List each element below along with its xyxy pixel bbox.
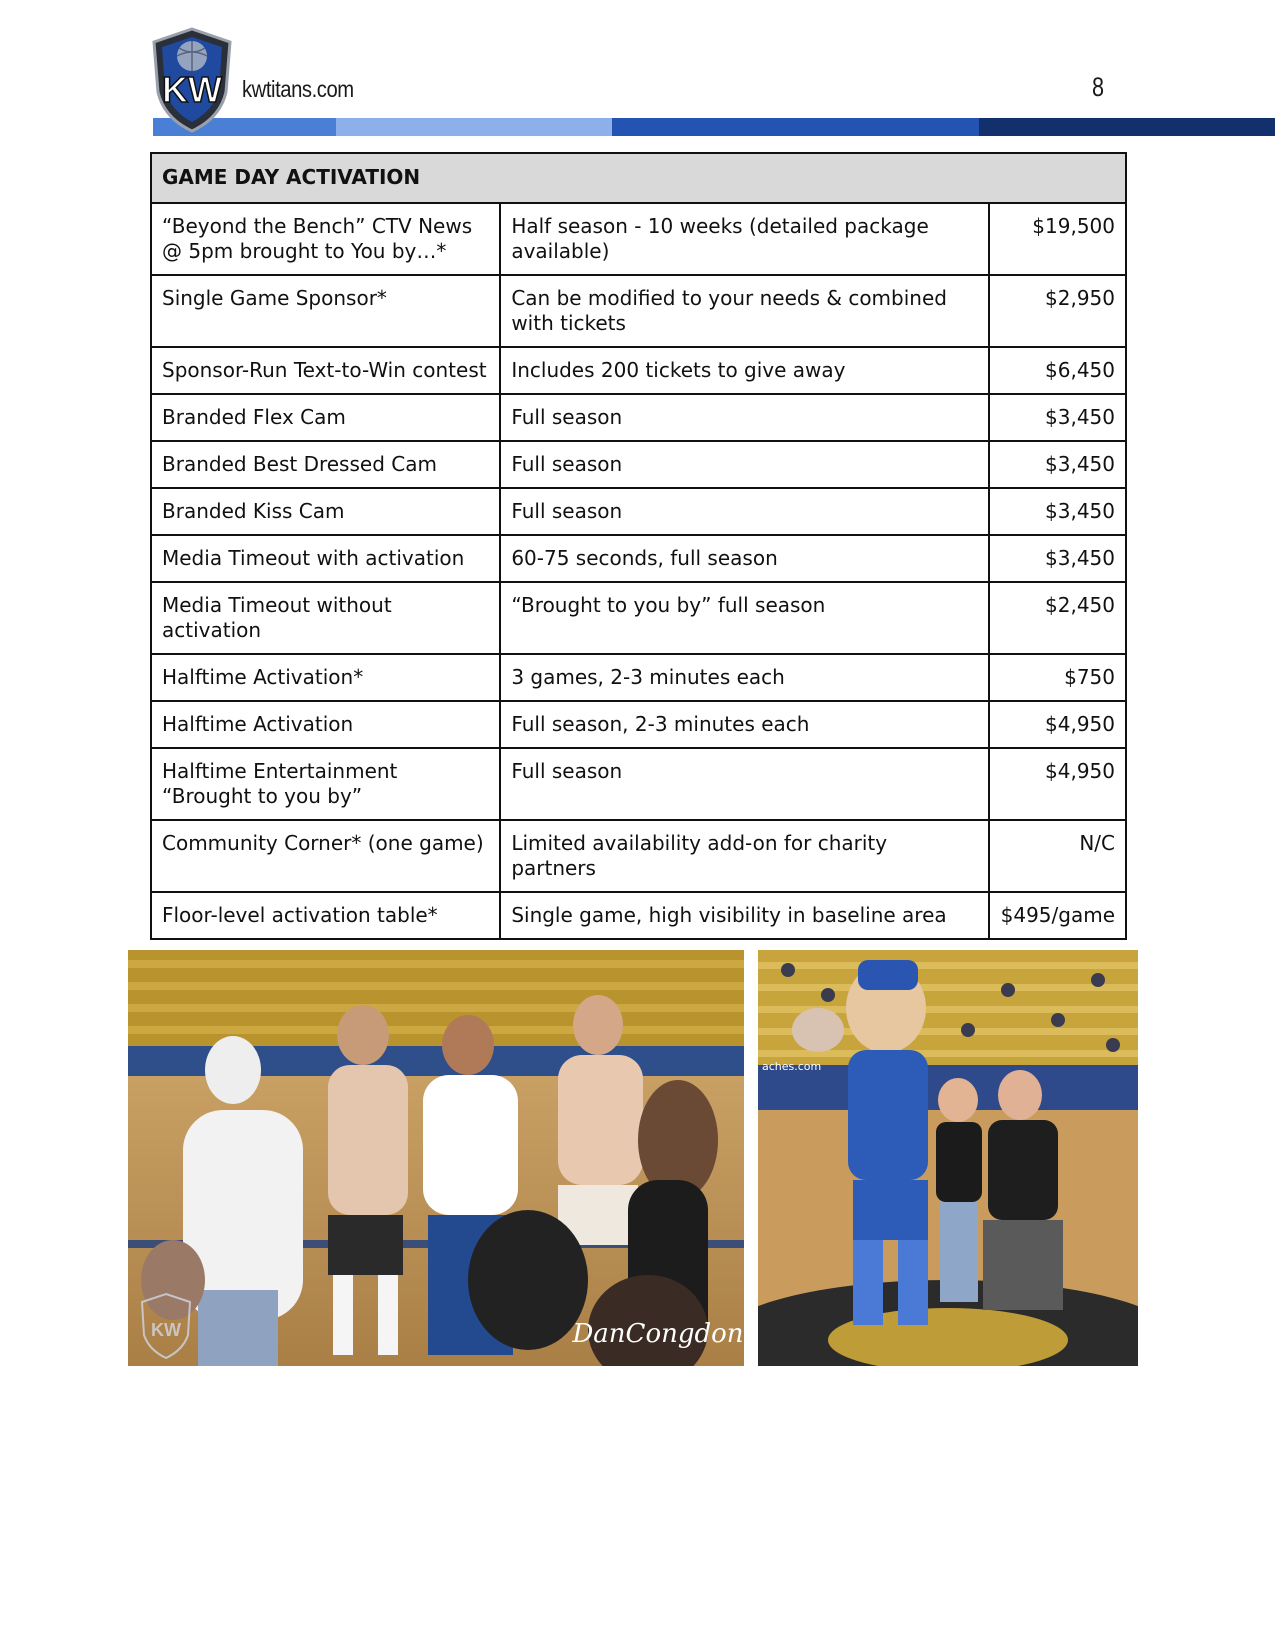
- row-details: 3 games, 2-3 minutes each: [500, 654, 989, 701]
- row-price: $2,450: [989, 582, 1126, 654]
- page-number: 8: [1092, 72, 1105, 102]
- game-day-activation-table: [150, 152, 1127, 940]
- row-details: Full season: [500, 394, 989, 441]
- svg-text:KW: KW: [162, 69, 222, 110]
- table-row: [151, 488, 1126, 535]
- row-details: Includes 200 tickets to give away: [500, 347, 989, 394]
- kw-titans-logo-icon: [150, 26, 234, 134]
- table-row: [151, 394, 1126, 441]
- row-details: “Brought to you by” full season: [500, 582, 989, 654]
- row-price: $6,450: [989, 347, 1126, 394]
- row-item: Floor-level activation table*: [151, 892, 500, 939]
- table-row: [151, 582, 1126, 654]
- mascot-photo: [758, 950, 1138, 1366]
- row-price: $750: [989, 654, 1126, 701]
- halftime-activation-photo: [128, 950, 744, 1366]
- row-price: $4,950: [989, 748, 1126, 820]
- row-item: “Beyond the Bench” CTV News @ 5pm brought to You by…*: [151, 203, 500, 275]
- header-bar-segment-4: [979, 118, 1275, 136]
- row-details: Can be modified to your needs & combined with tickets: [500, 275, 989, 347]
- row-price: $3,450: [989, 535, 1126, 582]
- row-item: Media Timeout with activation: [151, 535, 500, 582]
- table-row: [151, 347, 1126, 394]
- table-row: [151, 892, 1126, 939]
- header-bar-segment-3: [612, 118, 979, 136]
- row-details: 60-75 seconds, full season: [500, 535, 989, 582]
- row-item: Branded Flex Cam: [151, 394, 500, 441]
- arena-banner-text: aches.com: [762, 1060, 822, 1073]
- row-price: $3,450: [989, 441, 1126, 488]
- table-row: [151, 654, 1126, 701]
- row-price: $3,450: [989, 488, 1126, 535]
- row-details: Full season, 2-3 minutes each: [500, 701, 989, 748]
- table-title: GAME DAY ACTIVATION: [151, 153, 1126, 203]
- table-row: [151, 441, 1126, 488]
- row-item: Branded Best Dressed Cam: [151, 441, 500, 488]
- photographer-signature: DanCongdon: [572, 1319, 744, 1349]
- table-row: [151, 820, 1126, 892]
- header-bar-segment-2: [336, 118, 612, 136]
- table-row: [151, 535, 1126, 582]
- row-item: Halftime Entertainment “Brought to you by”: [151, 748, 500, 820]
- table-row: [151, 748, 1126, 820]
- row-price: $2,950: [989, 275, 1126, 347]
- row-details: Full season: [500, 748, 989, 820]
- table-header-row: [151, 153, 1126, 203]
- row-price: $3,450: [989, 394, 1126, 441]
- row-details: Single game, high visibility in baseline area: [500, 892, 989, 939]
- row-item: Single Game Sponsor*: [151, 275, 500, 347]
- row-item: Sponsor-Run Text-to-Win contest: [151, 347, 500, 394]
- svg-text:KW: KW: [151, 1320, 181, 1340]
- row-price: $4,950: [989, 701, 1126, 748]
- row-item: Branded Kiss Cam: [151, 488, 500, 535]
- row-price: N/C: [989, 820, 1126, 892]
- table-row: [151, 275, 1126, 347]
- row-details: Limited availability add-on for charity partners: [500, 820, 989, 892]
- row-item: Halftime Activation: [151, 701, 500, 748]
- table-row: [151, 203, 1126, 275]
- site-url[interactable]: kwtitans.com: [242, 76, 354, 102]
- table-row: [151, 701, 1126, 748]
- row-price: $495/game: [989, 892, 1126, 939]
- row-details: Full season: [500, 441, 989, 488]
- row-item: Media Timeout without activation: [151, 582, 500, 654]
- row-item: Community Corner* (one game): [151, 820, 500, 892]
- row-details: Full season: [500, 488, 989, 535]
- row-item: Halftime Activation*: [151, 654, 500, 701]
- row-price: $19,500: [989, 203, 1126, 275]
- row-details: Half season - 10 weeks (detailed package available): [500, 203, 989, 275]
